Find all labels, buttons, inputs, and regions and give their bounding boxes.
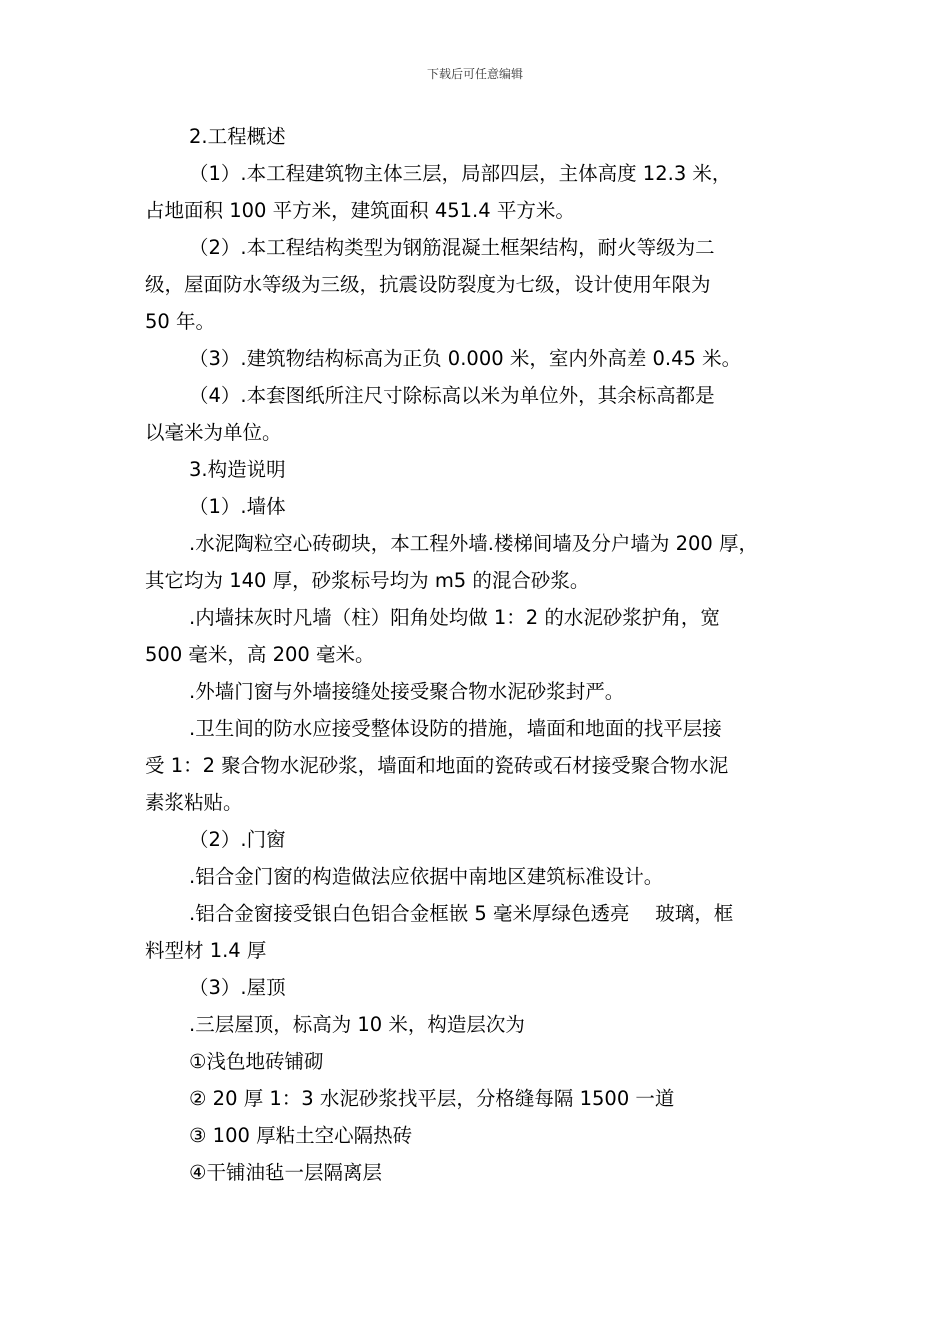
- paragraph-line: 以毫米为单位。: [145, 421, 282, 444]
- paragraph-line: 级，屋面防水等级为三级，抗震设防裂度为七级，设计使用年限为: [145, 273, 711, 296]
- paragraph-line: 素浆粘贴。: [145, 791, 243, 814]
- list-item: ② 20 厚 1：3 水泥砂浆找平层，分格缝每隔 1500 一道: [189, 1087, 675, 1110]
- page-header: 下载后可任意编辑: [426, 67, 523, 81]
- paragraph-line: 其它均为 140 厚，砂浆标号均为 m5 的混合砂浆。: [145, 569, 590, 592]
- paragraph-line: 500 毫米，高 200 毫米。: [145, 643, 375, 666]
- paragraph-line: 受 1：2 聚合物水泥砂浆，墙面和地面的瓷砖或石材接受聚合物水泥: [145, 754, 729, 777]
- list-item: ③ 100 厚粘土空心隔热砖: [189, 1124, 413, 1147]
- paragraph-line: .水泥陶粒空心砖砌块，本工程外墙.楼梯间墙及分户墙为 200 厚，: [189, 532, 759, 555]
- section-heading-overview: 2.工程概述: [189, 125, 286, 148]
- paragraph-line: 占地面积 100 平方米，建筑面积 451.4 平方米。: [145, 199, 575, 222]
- paragraph-line: （2）.本工程结构类型为钢筋混凝土框架结构，耐火等级为二: [189, 236, 715, 259]
- paragraph-line: 料型材 1.4 厚: [145, 939, 267, 962]
- paragraph-line: .三层屋顶，标高为 10 米，构造层次为: [189, 1013, 525, 1036]
- paragraph-line: .铝合金门窗的构造做法应依据中南地区建筑标准设计。: [189, 865, 664, 888]
- section-heading-construction: 3.构造说明: [189, 458, 286, 481]
- subsection-heading-windows: （2）.门窗: [189, 828, 286, 851]
- paragraph-line: （4）.本套图纸所注尺寸除标高以米为单位外，其余标高都是: [189, 384, 715, 407]
- paragraph-line: （3）.建筑物结构标高为正负 0.000 米，室内外高差 0.45 米。: [189, 347, 742, 370]
- paragraph-line: .卫生间的防水应接受整体设防的措施，墙面和地面的找平层接: [189, 717, 722, 740]
- paragraph-line: .内墙抹灰时凡墙（柱）阳角处均做 1：2 的水泥砂浆护角，宽: [189, 606, 720, 629]
- paragraph-line: （1）.本工程建筑物主体三层，局部四层，主体高度 12.3 米，: [189, 162, 732, 185]
- document-body: [145, 118, 813, 1191]
- paragraph-line: 50 年。: [145, 310, 216, 333]
- list-item: ①浅色地砖铺砌: [189, 1050, 324, 1073]
- paragraph-line: .外墙门窗与外墙接缝处接受聚合物水泥砂浆封严。: [189, 680, 625, 703]
- subsection-heading-walls: （1）.墙体: [189, 495, 286, 518]
- subsection-heading-roof: （3）.屋顶: [189, 976, 286, 999]
- paragraph-line: .铝合金窗接受银白色铝合金框嵌 5 毫米厚绿色透亮 玻璃，框: [189, 902, 734, 925]
- list-item: ④干铺油毡一层隔离层: [189, 1161, 382, 1184]
